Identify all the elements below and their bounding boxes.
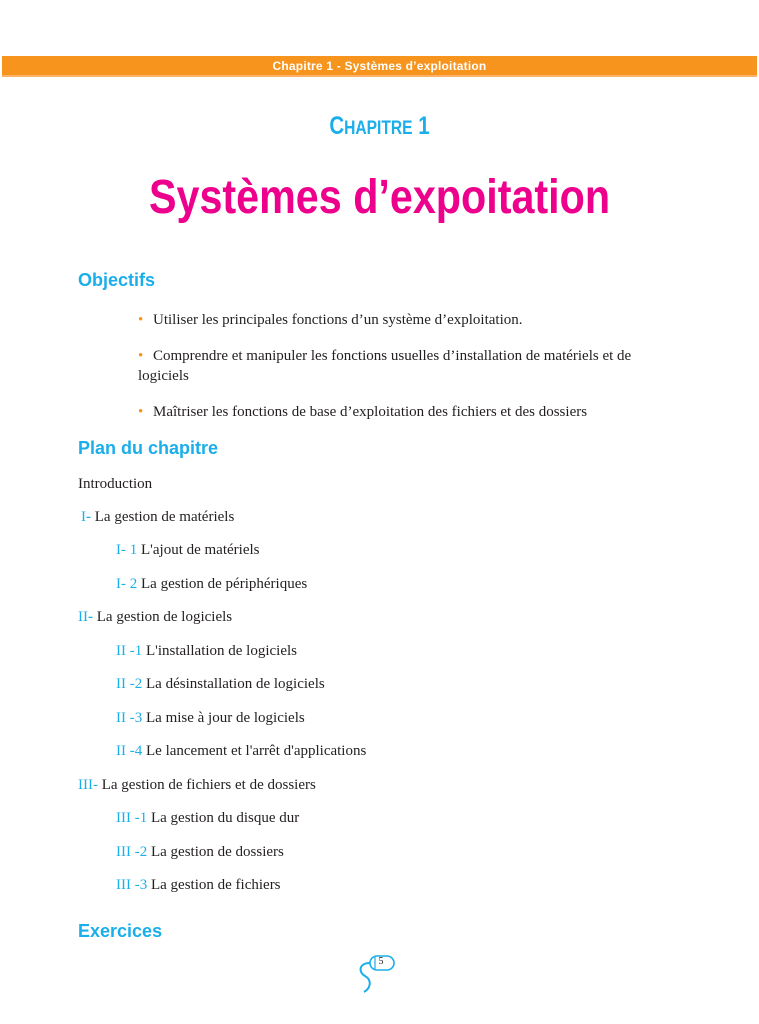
bullet-icon: • xyxy=(138,404,144,420)
chapter-number: 1 xyxy=(418,112,430,140)
plan-item-2-3 xyxy=(116,708,305,728)
plan-section-2 xyxy=(78,607,232,627)
item-number: II -1 xyxy=(116,643,143,659)
plan-section-1 xyxy=(81,507,234,527)
item-label: La désinstallation de logiciels xyxy=(142,676,325,692)
header-band xyxy=(2,56,757,77)
plan-item-3-1 xyxy=(116,808,299,828)
plan-item-2-2 xyxy=(116,674,325,694)
objective-item xyxy=(138,346,678,386)
item-number: II -4 xyxy=(116,743,143,759)
chapter-label-initial: C xyxy=(329,112,345,140)
chapter-label xyxy=(68,112,690,141)
objectifs-heading: Objectifs xyxy=(78,270,156,290)
section-label: La gestion de logiciels xyxy=(93,609,233,625)
item-number: I- 2 xyxy=(116,576,138,592)
plan-item-2-1 xyxy=(116,641,297,661)
chapter-label-rest: HAPITRE xyxy=(344,118,413,139)
section-number: II xyxy=(78,609,88,625)
plan-intro: Introduction xyxy=(78,476,153,492)
section-separator: - xyxy=(88,609,93,625)
plan-item-3-2 xyxy=(116,842,284,862)
item-label: La gestion de fichiers xyxy=(147,877,281,893)
item-number: III -2 xyxy=(116,844,148,860)
bullet-icon: • xyxy=(138,348,144,364)
item-label: La mise à jour de logiciels xyxy=(142,710,305,726)
plan-heading: Plan du chapitre xyxy=(78,438,219,458)
item-label: L'ajout de matériels xyxy=(137,542,260,558)
item-label: Le lancement et l'arrêt d'applications xyxy=(142,743,367,759)
item-label: La gestion de dossiers xyxy=(147,844,284,860)
section-label: La gestion de fichiers et de dossiers xyxy=(97,777,316,793)
page-number: 5 xyxy=(378,956,384,967)
item-label: L'installation de logiciels xyxy=(142,643,298,659)
bullet-icon: • xyxy=(138,312,144,328)
objective-item xyxy=(138,310,678,330)
exercices-heading: Exercices xyxy=(78,921,163,941)
plan-item-1-1 xyxy=(116,540,260,560)
header-title: Chapitre 1 - Systèmes d’exploitation xyxy=(272,58,487,73)
item-number: I- 1 xyxy=(116,542,138,558)
item-number: III -3 xyxy=(116,877,148,893)
objective-text: Utiliser les principales fonctions d’un système d’exploitation. xyxy=(153,312,523,328)
chapter-title: Systèmes d’expoitation xyxy=(148,171,611,224)
item-label: La gestion du disque dur xyxy=(147,810,300,826)
plan-item-3-3 xyxy=(116,875,281,895)
plan-item-2-4 xyxy=(116,741,366,761)
item-label: La gestion de périphériques xyxy=(137,576,308,592)
objective-text: Maîtriser les fonctions de base d’exploitation des fichiers et des dossiers xyxy=(153,404,588,420)
item-number: II -2 xyxy=(116,676,143,692)
plan-section-3 xyxy=(78,775,316,795)
section-number: I xyxy=(81,509,86,525)
objective-item xyxy=(138,402,678,422)
section-label: La gestion de matériels xyxy=(91,509,235,525)
section-separator: - xyxy=(86,509,91,525)
item-number: II -3 xyxy=(116,710,143,726)
section-number: III- xyxy=(78,777,98,793)
objective-text: Comprendre et manipuler les fonctions usuelles d’installation de matériels et de logiciels xyxy=(138,348,632,384)
plan-item-1-2 xyxy=(116,574,307,594)
item-number: III -1 xyxy=(116,810,148,826)
